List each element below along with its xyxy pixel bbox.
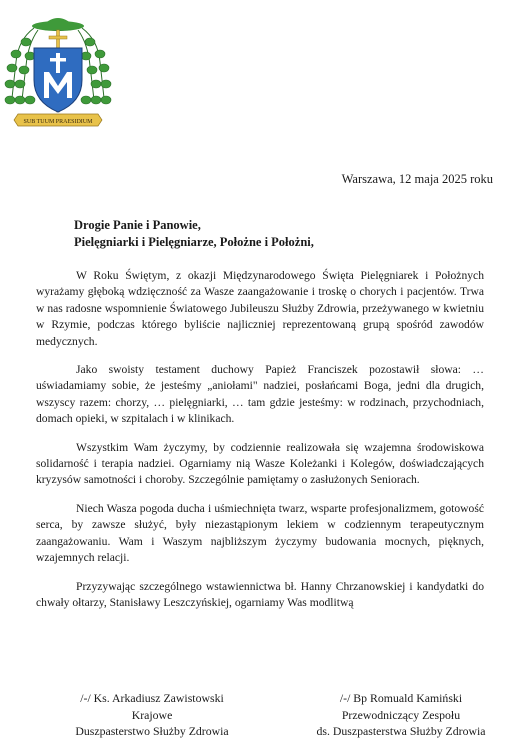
paragraph-1: W Roku Świętym, z okazji Międzynarodowego Święta Pielęgniarek i Położnych wyrażamy głęboką wdzięczność za Wasze zaangażowanie i troskę o chorych i pacjentów. Trwa w nas radosne wspomnienie Światowego Jubileuszu Służby Zdrowia, przeżywanego w kwietniu w Rzymie, podczas którego byliście najliczniej reprezentowaną grupą spośród zawodów medycznych. bbox=[36, 269, 484, 348]
signature-right bbox=[296, 690, 506, 740]
salutation bbox=[74, 217, 314, 251]
left-tassels-icon bbox=[5, 28, 38, 104]
signature-right-title-1: Przewodniczący Zespołu bbox=[341, 707, 461, 722]
paragraph-4: Niech Wasza pogoda ducha i uśmiechnięta twarz, wsparte profesjonalizmem, gotowość serca, by zawsze służyć, były niezastąpionym lekiem w codziennym terapeutycznym zaangażowaniu. Wam i Waszym najbliższym życzymy budowania mocnych, pięknych, wzajemnych relacji. bbox=[36, 501, 484, 565]
paragraph-3: Wszystkim Wam życzymy, by codziennie realizowała się wzajemna środowiskowa solidarność i terapia nadziei. Ogarniamy nią Wasze Koleżanki i Kolegów, doświadczających kryzysów samotności i choroby. Szczególnie pamiętamy o zasłużonych Seniorach. bbox=[36, 440, 484, 487]
shield-icon bbox=[34, 48, 82, 112]
right-tassels-icon bbox=[78, 28, 111, 104]
signature-right-name: /-/ Bp Romuald Kamiński bbox=[339, 691, 463, 705]
signature-left bbox=[52, 690, 252, 740]
letter-date: Warszawa, 12 maja 2025 roku bbox=[341, 172, 493, 186]
letter-body bbox=[36, 268, 484, 623]
signature-left-title-1: Krajowe bbox=[131, 707, 173, 722]
episcopal-coat-of-arms bbox=[4, 10, 112, 132]
crest-motto: SUB TUUM PRAESIDIUM bbox=[23, 119, 93, 125]
salutation-line-2: Pielęgniarki i Pielęgniarze, Położne i Położni, bbox=[74, 235, 314, 249]
salutation-line-1: Drogie Panie i Panowie, bbox=[74, 218, 201, 232]
signature-left-name: /-/ Ks. Arkadiusz Zawistowski bbox=[80, 691, 224, 705]
paragraph-2: Jako swoisty testament duchowy Papież Franciszek pozostawił słowa: … uświadamiamy sobie, że jesteśmy „aniołami" nadziei, posłańcami Boga, jedni dla drugich, wszyscy razem: chorzy, … pielęgniarki, … tam gdzie jesteśmy: w rodzinach, przychodniach, domach opieki, w szpitalach i w klinikach. bbox=[36, 363, 484, 426]
paragraph-5: Przyzywając szczególnego wstawiennictwa bł. Hanny Chrzanowskiej i kandydatki do chwały ołtarzy, Stanisławy Leszczyńskiej, ogarniamy Was modlitwą bbox=[36, 579, 484, 609]
signature-right-title-2: ds. Duszpasterstwa Służby Zdrowia bbox=[316, 724, 486, 738]
galero-hat-icon bbox=[30, 18, 86, 31]
signature-left-title-2: Duszpasterstwo Służby Zdrowia bbox=[75, 724, 229, 738]
